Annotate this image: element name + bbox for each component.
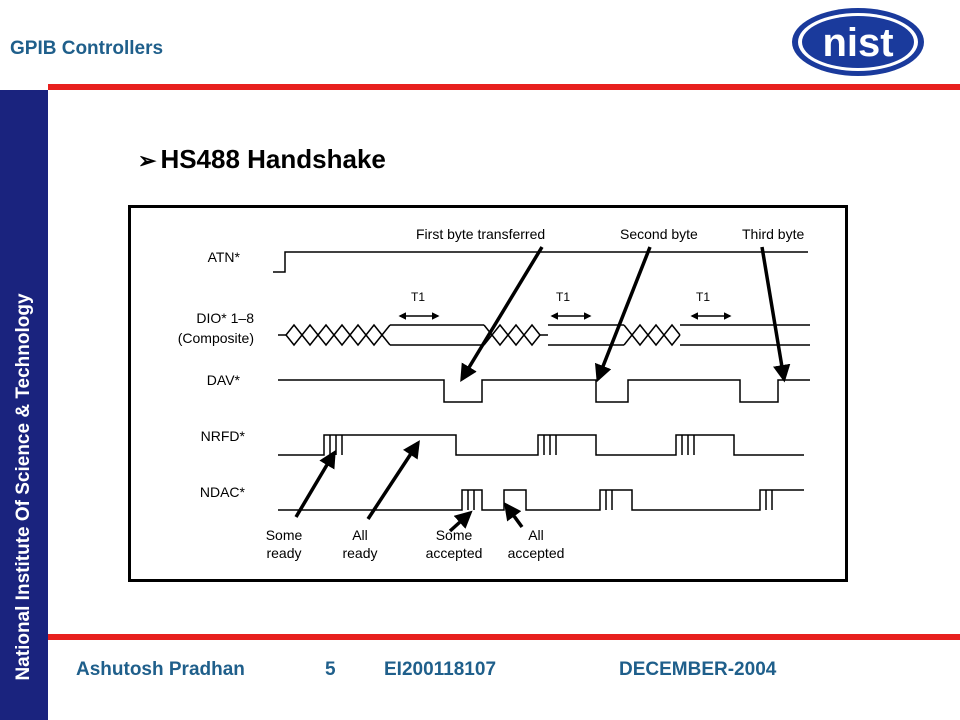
label-dav: DAV*	[206, 372, 240, 388]
label-ndac: NDAC*	[199, 484, 245, 500]
annotation-all-ready-1: All	[352, 527, 368, 543]
annotation-all-ready-2: ready	[342, 545, 378, 561]
annotation-some-ready-2: ready	[266, 545, 302, 561]
annotation-second-byte: Second byte	[620, 226, 698, 242]
annotation-all-accepted-1: All	[528, 527, 544, 543]
bottom-divider	[48, 634, 960, 640]
footer-date: DECEMBER-2004	[619, 659, 777, 680]
nist-logo	[788, 4, 928, 80]
annotation-first-byte: First byte transferred	[416, 226, 546, 242]
label-dio: DIO* 1–8	[196, 310, 254, 326]
footer-page-number: 5	[325, 659, 336, 680]
annotation-some-accepted-2: accepted	[425, 545, 483, 561]
top-divider	[48, 84, 960, 90]
header-title: GPIB Controllers	[10, 38, 164, 59]
t1-label-1: T1	[411, 290, 426, 304]
slide-title-text: HS488 Handshake	[160, 144, 386, 174]
logo-text: nist	[822, 21, 894, 65]
bullet-arrow-icon: ➢	[138, 148, 157, 173]
sidebar-institute-name: National Institute Of Science & Technology	[13, 293, 34, 681]
label-atn: ATN*	[207, 249, 240, 265]
timing-diagram	[128, 205, 848, 582]
sidebar	[0, 90, 48, 720]
annotation-some-accepted-1: Some	[435, 527, 473, 543]
t1-label-3: T1	[696, 290, 711, 304]
annotation-some-ready-1: Some	[265, 527, 303, 543]
footer-id: EI200118107	[384, 659, 497, 680]
annotation-third-byte: Third byte	[742, 226, 805, 242]
footer-author: Ashutosh Pradhan	[76, 659, 245, 680]
label-dio-composite: (Composite)	[177, 330, 254, 346]
t1-label-2: T1	[556, 290, 571, 304]
label-nrfd: NRFD*	[200, 428, 245, 444]
slide-title	[138, 144, 386, 175]
annotation-all-accepted-2: accepted	[507, 545, 565, 561]
